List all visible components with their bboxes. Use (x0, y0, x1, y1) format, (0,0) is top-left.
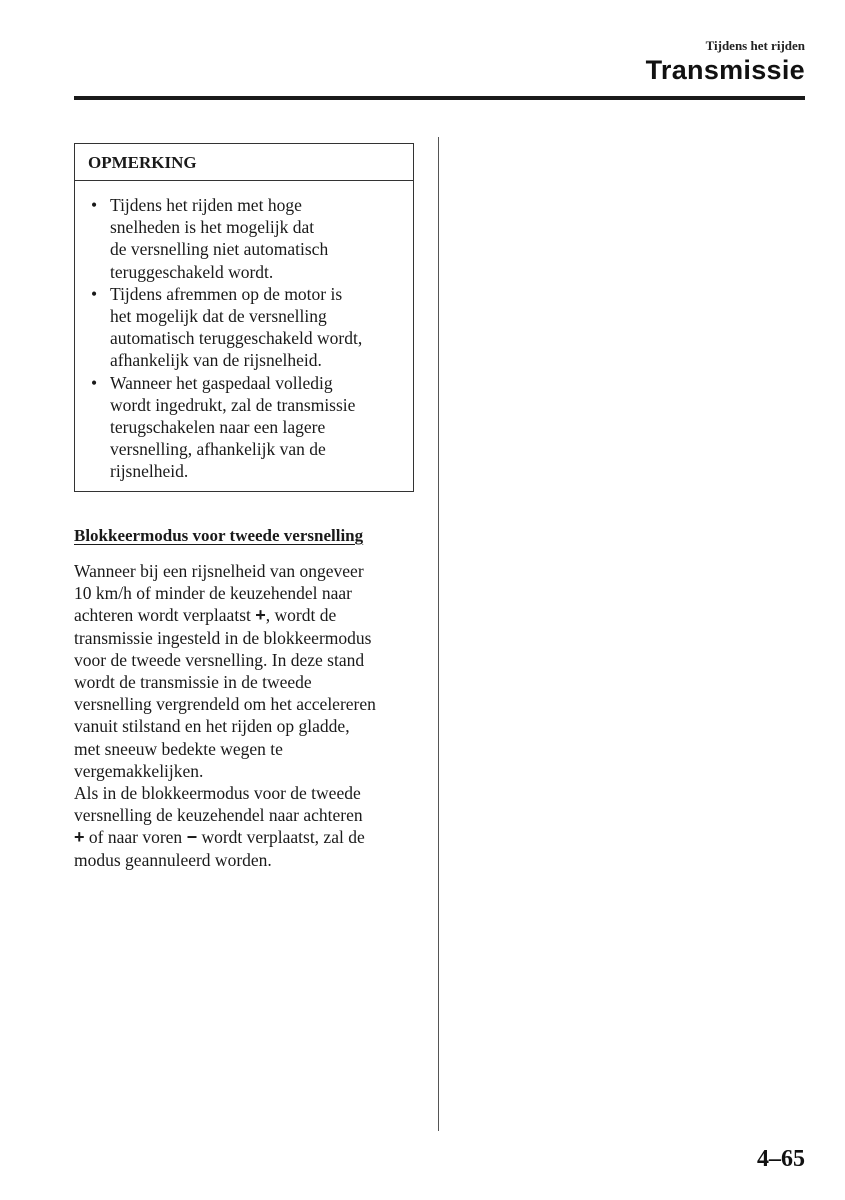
body-line: wordt de transmissie in de tweede (74, 672, 312, 693)
note-list-item (75, 283, 413, 372)
body-line: vergemakkelijken. (74, 760, 204, 781)
note-line: teruggeschakeld wordt. (110, 261, 274, 282)
bullet-icon: • (91, 283, 98, 304)
bullet-icon: • (91, 195, 98, 215)
plus-symbol-icon: + (255, 605, 266, 626)
note-line: wordt ingedrukt, zal de transmissie (110, 394, 356, 415)
body-line: modus geannuleerd worden. (74, 849, 272, 870)
note-line: afhankelijk van de rijsnelheid. (110, 350, 322, 371)
note-line: terugschakelen naar een lagere (110, 417, 326, 438)
body-line: 10 km/h of minder de keuzehendel naar (74, 583, 352, 604)
body-line: vanuit stilstand en het rijden op gladde, (74, 716, 350, 737)
minus-symbol-icon: − (186, 827, 198, 848)
section-body (74, 560, 424, 871)
note-box (74, 143, 414, 492)
body-text-fragment: wordt verplaatst, zal de (197, 827, 365, 848)
note-line: het mogelijk dat de versnelling (110, 306, 327, 327)
body-line: versnelling vergrendeld om het accelereren (74, 694, 376, 715)
body-line: met sneeuw bedekte wegen te (74, 738, 283, 759)
body-text-fragment: of naar voren (84, 827, 187, 848)
note-heading: OPMERKING (75, 144, 413, 181)
note-list-item (75, 372, 413, 483)
body-line (74, 604, 424, 626)
note-line: Tijdens afremmen op de motor is (110, 283, 343, 304)
body-line: Als in de blokkeermodus voor de tweede (74, 783, 361, 804)
header-rule (74, 96, 805, 100)
note-list (75, 181, 413, 483)
bullet-icon: • (91, 372, 98, 393)
body-line: Wanneer bij een rijsnelheid van ongeveer (74, 561, 364, 581)
section-heading: Blokkeermodus voor tweede versnelling (74, 526, 364, 545)
body-line (74, 826, 424, 848)
note-line: snelheden is het mogelijk dat (110, 217, 315, 238)
page-title: Transmissie (645, 55, 805, 85)
column-divider (438, 137, 439, 1131)
note-list-item (75, 194, 413, 283)
running-header-section: Tijdens het rijden (705, 38, 805, 53)
note-line: Wanneer het gaspedaal volledig (110, 372, 333, 393)
page-number: 4–65 (757, 1146, 805, 1172)
body-line: transmissie ingesteld in de blokkeermodus (74, 627, 372, 648)
note-line: de versnelling niet automatisch (110, 239, 329, 260)
note-line: rijsnelheid. (110, 461, 189, 482)
body-line: voor de tweede versnelling. In deze stand (74, 649, 365, 670)
body-line: versnelling de keuzehendel naar achteren (74, 805, 363, 826)
note-line: automatisch teruggeschakeld wordt, (110, 328, 363, 349)
body-text-fragment: , wordt de (265, 605, 337, 626)
plus-symbol-icon: + (74, 827, 85, 848)
body-text-fragment: achteren wordt verplaatst (74, 605, 256, 626)
note-line: Tijdens het rijden met hoge (110, 195, 302, 215)
note-line: versnelling, afhankelijk van de (110, 439, 326, 460)
